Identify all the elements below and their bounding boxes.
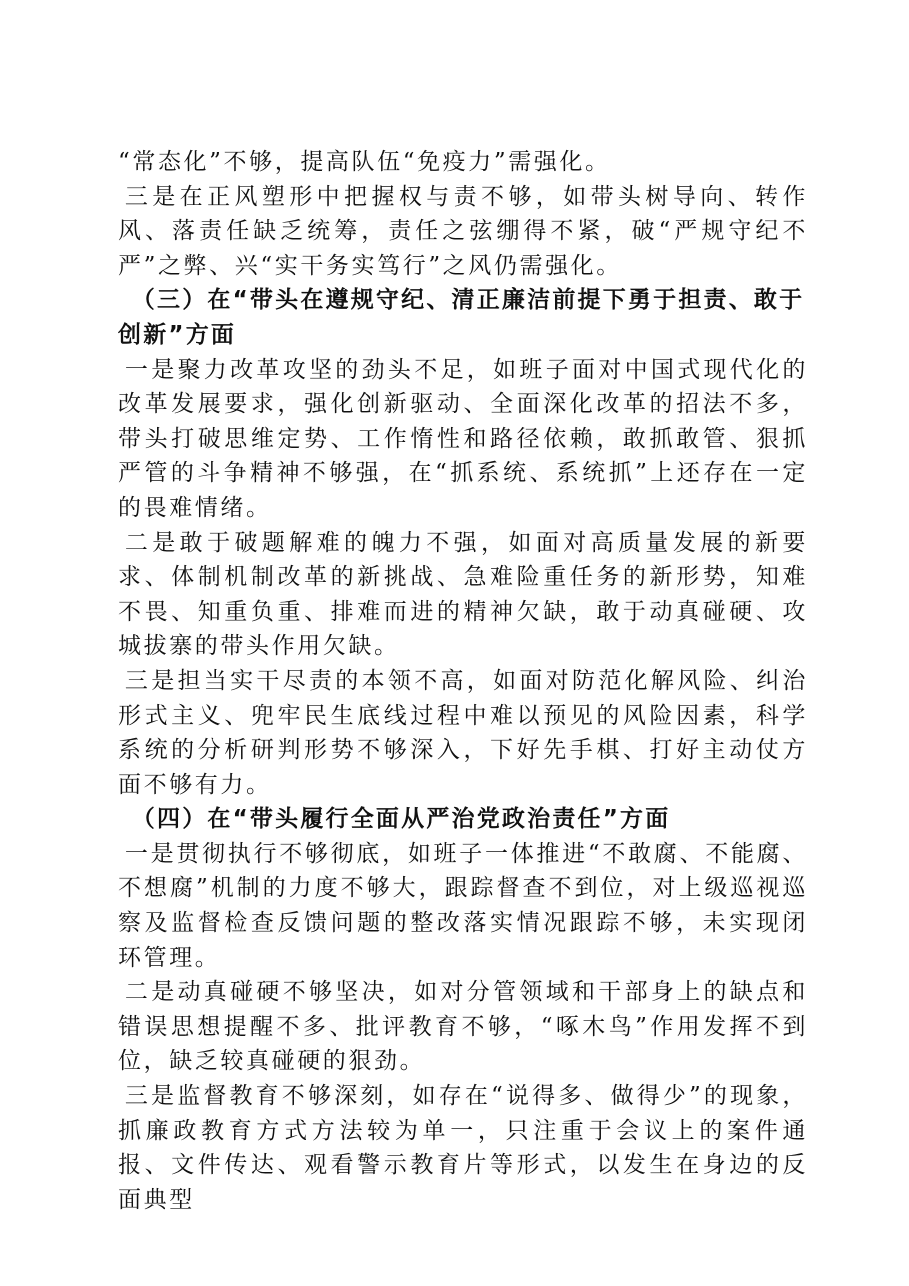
paragraph-item-1-reform: 一是聚力改革攻坚的劲头不足，如班子面对中国式现代化的改革发展要求，强化创新驱动、全面深化改革的招法不多，带头打破思维定势、工作惰性和路径依赖，敢抓敢管、狠抓严管的斗争精神不够强，在“抓系统、系统抓”上还存在一定的畏难情绪。 [118, 356, 808, 521]
section-heading-4: （四）在“带头履行全面从严治党政治责任”方面 [131, 806, 671, 833]
paragraph-item-3-supervision: 三是监督教育不够深刻，如存在“说得多、做得少”的现象，抓廉政教育方式方法较为单一，只注重于会议上的案件通报、文件传达、观看警示教育片等形式，以发生在身边的反面典型 [118, 1083, 808, 1213]
paragraph-item-2-firmness: 二是动真碰硬不够坚决，如对分管领域和干部身上的缺点和错误思想提醒不多、批评教育不够，“啄木鸟”作用发挥不到位，缺乏较真碰硬的狠劲。 [118, 979, 808, 1075]
document-body [118, 145, 808, 1217]
paragraph-item-2-courage: 二是敢于破题解难的魄力不强，如面对高质量发展的新要求、体制机制改革的新挑战、急难险重任务的新形势，知难不畏、知重负重、排难而进的精神欠缺，敢于动真碰硬、攻城拔寨的带头作用欠缺。 [118, 529, 808, 660]
paragraph-item-3-rectification: 三是在正风塑形中把握权与责不够，如带头树导向、转作风、落责任缺乏统筹，责任之弦绷得不紧，破“严规守纪不严”之弊、兴“实干务实笃行”之风仍需强化。 [118, 183, 808, 279]
section-heading-3: （三）在“带头在遵规守纪、清正廉洁前提下勇于担责、敢于创新”方面 [118, 287, 805, 348]
paragraph-continuation: “常态化”不够，提高队伍“免疫力”需强化。 [118, 149, 611, 175]
paragraph-item-3-capability: 三是担当实干尽责的本领不高，如面对防范化解风险、纠治形式主义、兜牢民生底线过程中难以预见的风险因素，科学系统的分析研判形势不够深入，下好先手棋、打好主动仗方面不够有力。 [118, 667, 808, 798]
paragraph-item-1-implementation: 一是贯彻执行不够彻底，如班子一体推进“不敢腐、不能腐、不想腐”机制的力度不够大，跟踪督查不到位，对上级巡视巡察及监督检查反馈问题的整改落实情况跟踪不够，未实现闭环管理。 [118, 840, 808, 971]
